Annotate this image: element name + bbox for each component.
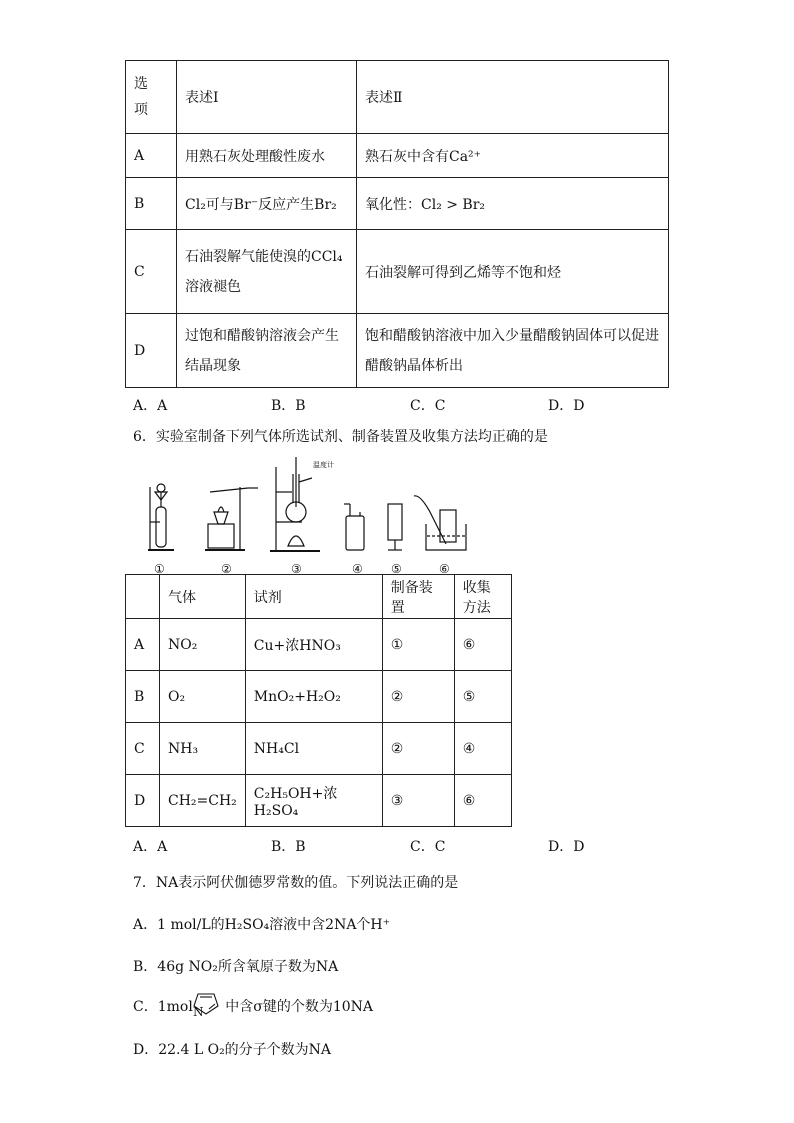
row-b-option: B (126, 671, 160, 723)
apparatus-label-3: ③ (291, 562, 302, 576)
row-a-gas: NO₂ (160, 619, 246, 671)
header-reagent: 试剂 (245, 575, 382, 619)
header-statement-1: 表述Ⅰ (177, 61, 357, 134)
apparatus-label-4: ④ (352, 562, 363, 576)
row-c-device: ② (382, 723, 454, 775)
q6-table (125, 574, 512, 827)
q6-option-c[interactable]: C．C (410, 839, 446, 855)
row-a-collect: ⑥ (454, 619, 511, 671)
row-b-reagent: MnO₂+H₂O₂ (245, 671, 382, 723)
row-b-gas: O₂ (160, 671, 246, 723)
row-d-statement-2: 饱和醋酸钠溶液中加入少量醋酸钠固体可以促进醋酸钠晶体析出 (357, 314, 669, 388)
q5-option-a[interactable]: A．A (133, 398, 168, 414)
row-a-option: A (126, 619, 160, 671)
apparatus-6-icon (414, 496, 466, 550)
row-a-reagent: Cu+浓HNO₃ (245, 619, 382, 671)
q5-option-c[interactable]: C．C (410, 398, 446, 414)
q5-option-b[interactable]: B．B (271, 398, 306, 414)
row-d-statement-1: 过饱和醋酸钠溶液会产生结晶现象 (177, 314, 357, 388)
apparatus-label-6: ⑥ (439, 562, 450, 576)
header-device: 制备装置 (382, 575, 454, 619)
row-a-option: A (126, 134, 177, 178)
row-d-option: D (126, 314, 177, 388)
q6-stem: 6．实验室制备下列气体所选试剂、制备装置及收集方法均正确的是 (133, 429, 548, 445)
q7-option-c[interactable] (133, 996, 373, 1016)
q5-option-d[interactable]: D．D (548, 398, 585, 414)
q5-table (125, 60, 669, 388)
row-d-reagent: C₂H₅OH+浓H₂SO₄ (245, 775, 382, 827)
apparatus-1-icon (148, 484, 174, 550)
row-a-statement-2: 熟石灰中含有Ca²⁺ (357, 134, 669, 178)
row-c-statement-1: 石油裂解气能使溴的CCl₄溶液褪色 (177, 230, 357, 314)
apparatus-label-5: ⑤ (391, 562, 402, 576)
row-a-statement-1: 用熟石灰处理酸性废水 (177, 134, 357, 178)
apparatus-3-icon (270, 457, 320, 551)
apparatus-5-icon (388, 504, 402, 550)
q7-option-d[interactable]: D．22.4 L O₂的分子个数为NA (133, 1042, 332, 1058)
q6-option-d[interactable]: D．D (548, 839, 585, 855)
row-d-collect: ⑥ (454, 775, 511, 827)
apparatus-4-icon (344, 504, 364, 550)
row-c-option: C (126, 723, 160, 775)
header-blank (126, 575, 160, 619)
q6-option-b[interactable]: B．B (271, 839, 306, 855)
row-c-statement-2: 石油裂解可得到乙烯等不饱和烃 (357, 230, 669, 314)
q7-stem: 7．NA表示阿伏伽德罗常数的值。下列说法正确的是 (133, 875, 459, 891)
row-c-collect: ④ (454, 723, 511, 775)
header-collect: 收集方法 (454, 575, 511, 619)
row-b-device: ② (382, 671, 454, 723)
row-d-option: D (126, 775, 160, 827)
row-a-device: ① (382, 619, 454, 671)
header-statement-2: 表述Ⅱ (357, 61, 669, 134)
apparatus-2-icon (205, 487, 258, 550)
apparatus-label-1: ① (154, 562, 165, 576)
q7-option-a[interactable]: A．1 mol/L的H₂SO₄溶液中含2NA个H⁺ (133, 917, 391, 933)
row-c-gas: NH₃ (160, 723, 246, 775)
q7-option-c-text: C．1mol 中含σ键的个数为10NA (133, 999, 373, 1015)
q7-option-b[interactable]: B．46g NO₂所含氧原子数为NA (133, 959, 339, 975)
row-c-option: C (126, 230, 177, 314)
row-b-option: B (126, 178, 177, 230)
q6-option-a[interactable]: A．A (133, 839, 168, 855)
row-d-device: ③ (382, 775, 454, 827)
header-option: 选 项 (126, 61, 177, 134)
pyrrole-nitrogen-label: N (193, 1005, 204, 1019)
row-c-reagent: NH₄Cl (245, 723, 382, 775)
apparatus-label-2: ② (221, 562, 232, 576)
header-gas: 气体 (160, 575, 246, 619)
row-b-collect: ⑤ (454, 671, 511, 723)
thermometer-label: 温度计 (313, 461, 334, 469)
row-d-gas: CH₂=CH₂ (160, 775, 246, 827)
row-b-statement-2: 氧化性：Cl₂ > Br₂ (357, 178, 669, 230)
row-b-statement-1: Cl₂可与Br⁻反应产生Br₂ (177, 178, 357, 230)
apparatus-figure (130, 452, 480, 562)
